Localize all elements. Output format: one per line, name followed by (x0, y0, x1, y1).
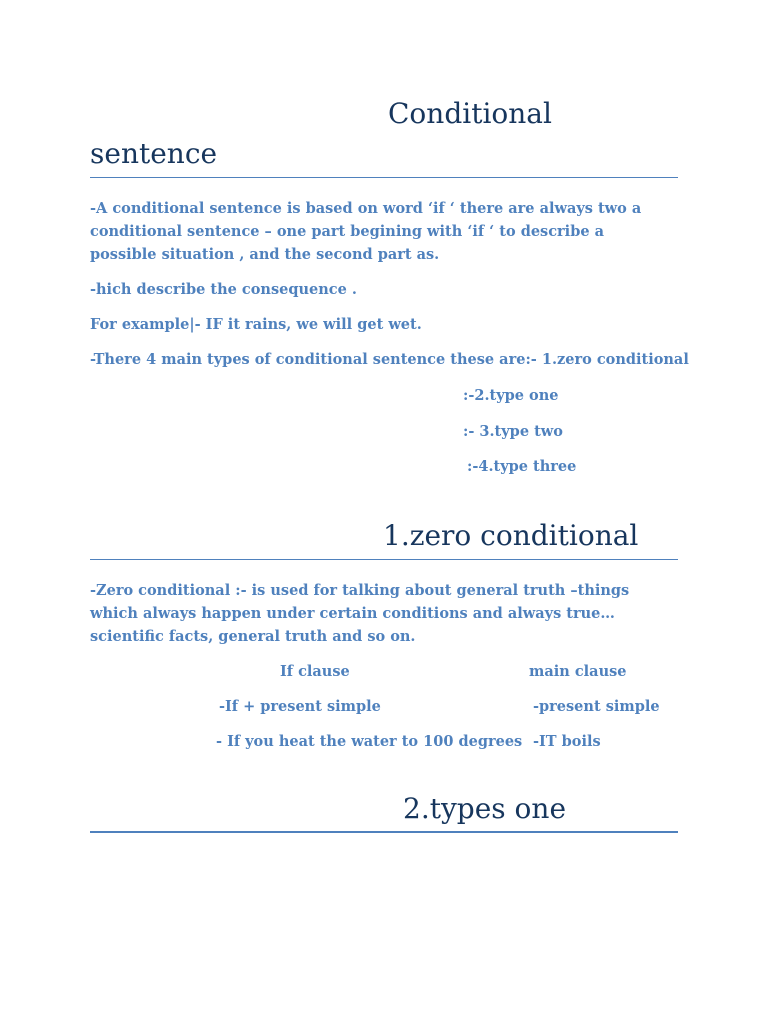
type-one-divider (90, 831, 678, 833)
consequence-line: -hich describe the consequence . (90, 281, 357, 298)
zero-conditional-heading: 1.zero conditional (383, 519, 639, 552)
title-line-1: Conditional (388, 97, 552, 130)
if-clause-example: - If you heat the water to 100 degrees (216, 733, 523, 750)
type-item-2: :-2.type one (463, 387, 559, 404)
main-clause-example: -IT boils (533, 733, 601, 750)
example-line: For example|- IF it rains, we will get wet. (90, 316, 422, 333)
intro-paragraph: -A conditional sentence is based on word ‘if ‘ there are always two a conditional sentence – one part begining with ‘if ‘ to describe a possible situation , and the second part as. (90, 200, 642, 263)
if-clause-formula: -If + present simple (219, 698, 381, 715)
type-item-3: :- 3.type two (463, 423, 563, 440)
main-clause-formula: -present simple (533, 698, 660, 715)
title-divider (90, 177, 678, 178)
zero-conditional-divider (90, 559, 678, 560)
main-clause-header: main clause (529, 663, 627, 680)
title-line-2: sentence (90, 137, 218, 170)
type-one-heading: 2.types one (403, 792, 567, 825)
types-intro-line: -There 4 main types of conditional sentence these are:- 1.zero conditional (90, 351, 689, 368)
type-item-4: :-4.type three (467, 458, 577, 475)
if-clause-header: If clause (280, 663, 350, 680)
zero-conditional-paragraph: -Zero conditional :- is used for talking about general truth –things which always happen under certain conditions and always true…scientific facts, general truth and so on. (90, 582, 630, 645)
